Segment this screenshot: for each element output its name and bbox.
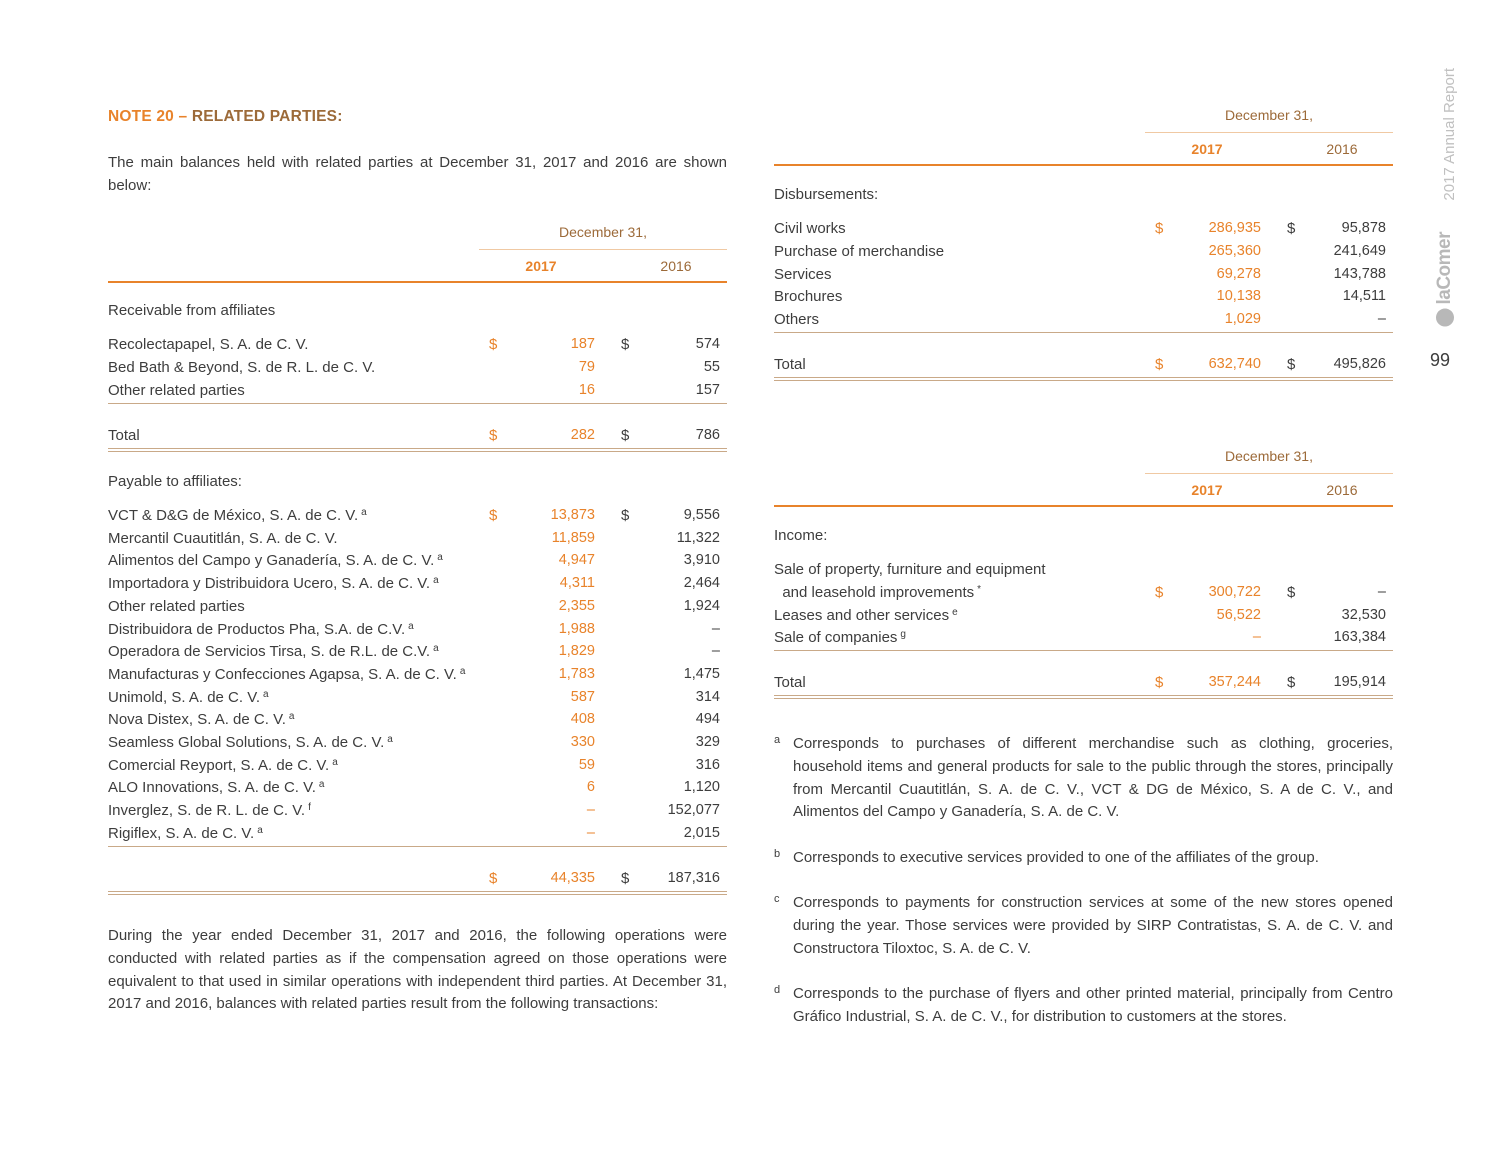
currency-2017: $ — [489, 507, 498, 524]
closing-paragraph: During the year ended December 31, 2017 and 2016, the following operations were conducted with related parties as if the compensation agreed on those operations were equivalent to that used in similar operations with independent third parties. At December 31, 2017 and 2016, balances with related parties result from the following transactions: — [108, 927, 727, 1013]
value-2017: 10,138 — [1216, 288, 1261, 305]
income-section-title: Income: — [774, 527, 828, 544]
row-label: Others — [774, 311, 820, 329]
value-2016: 152,077 — [667, 802, 720, 819]
footnote-ref: a — [263, 688, 269, 700]
value-2017: 13,873 — [550, 507, 595, 523]
value-2016: 1,924 — [683, 597, 720, 614]
table-row — [774, 288, 1393, 311]
footnote-mark: d — [774, 984, 781, 996]
table-row — [108, 711, 727, 734]
value-2016: 32,530 — [1341, 606, 1386, 623]
total-2017: 632,740 — [1208, 356, 1261, 372]
footnote-text: Corresponds to the purchase of flyers and other printed material, principally from Centro Gráfico Industrial, S. A. de C. V., for distribution to customers at the stores. — [793, 985, 1393, 1025]
logo-swirl-icon — [1436, 309, 1454, 327]
currency-2016: $ — [621, 336, 630, 353]
value-2016: 1,120 — [683, 779, 720, 796]
currency-2017: $ — [1155, 356, 1164, 373]
footnote-text: Corresponds to executive services provided to one of the affiliates of the group. — [793, 849, 1319, 866]
table-row — [108, 575, 727, 598]
year-2016-header: 2016 — [1326, 482, 1358, 498]
table-row — [108, 643, 727, 666]
row-label: Nova Distex, S. A. de C. V. $^a$ — [108, 711, 295, 729]
value-2017: 300,722 — [1208, 584, 1261, 600]
value-2016: 163,384 — [1333, 629, 1386, 646]
table-row — [108, 689, 727, 712]
value-2016: – — [711, 643, 720, 660]
row-label: Alimentos del Campo y Ganadería, S. A. de C. V. $^a$ — [108, 552, 443, 570]
row-label: Importadora y Distribuidora Ucero, S. A. de C. V. $^a$ — [108, 575, 439, 593]
currency-2016: $ — [1287, 584, 1296, 601]
period-header: December 31, — [1225, 448, 1313, 464]
receivable-total-row — [108, 427, 727, 450]
currency-2016: $ — [1287, 220, 1296, 237]
footnote-text: Corresponds to purchases of different merchandise such as clothing, groceries, household items and general products for sale to the public through the stores, principally from Mercantil Cuautitlán, S. A. de C. V., VCT & DG de México, S. A de C. V., and Alimentos del Campo y Ganadería, S. A. de C. V. — [793, 735, 1393, 821]
value-2017: 1,988 — [558, 620, 595, 637]
payable-total-double-rule — [108, 891, 727, 895]
row-label: Bed Bath & Beyond, S. de R. L. de C. V. — [108, 359, 376, 376]
footnote-a — [774, 733, 1393, 824]
row-label: Comercial Reyport, S. A. de C. V. $^a$ — [108, 756, 338, 774]
footnote-ref: f — [308, 802, 311, 814]
currency-2016: $ — [1287, 356, 1296, 373]
footnote-ref: g — [900, 629, 906, 641]
row-label: Other related parties — [108, 382, 245, 399]
table-row — [774, 243, 1393, 266]
value-2016: 241,649 — [1333, 242, 1386, 259]
value-2017: 187 — [570, 336, 595, 352]
footnote-b — [774, 847, 1393, 870]
value-2017: 1,829 — [558, 643, 595, 660]
footnote-ref: a — [318, 779, 325, 791]
value-2016: 11,322 — [676, 529, 720, 546]
currency-2017: $ — [489, 870, 498, 887]
table-row — [108, 757, 727, 780]
company-logo — [1434, 232, 1456, 327]
currency-2017: $ — [489, 427, 498, 444]
value-2016: 2,015 — [683, 824, 720, 841]
total-2016: 786 — [695, 427, 720, 443]
table-row — [108, 621, 727, 644]
footnote-ref: a — [387, 734, 393, 745]
intro-paragraph: The main balances held with related parties at December 31, 2017 and 2016 are shown below: — [108, 154, 727, 194]
value-2016: 14,511 — [1342, 288, 1386, 305]
total-2017: 282 — [570, 427, 595, 443]
row-label: Rigiflex, S. A. de C. V. $^a$ — [108, 824, 263, 842]
value-2017: – — [586, 802, 595, 819]
period-header: December 31, — [559, 224, 647, 240]
income-row-first-line: Sale of property, furniture and equipment — [774, 561, 1046, 578]
period-header: December 31, — [1225, 107, 1313, 123]
value-2017: 4,947 — [558, 552, 595, 569]
footnote-ref: a — [437, 552, 443, 564]
currency-2017: $ — [1155, 220, 1164, 237]
footnote-mark: a — [774, 734, 781, 746]
currency-2017: $ — [1155, 674, 1164, 691]
logo-text: laComer — [1434, 232, 1455, 305]
footnote-d — [774, 983, 1393, 1029]
value-2016: 55 — [703, 359, 720, 375]
year-2016-header: 2016 — [660, 258, 692, 274]
total-label: Total — [774, 356, 806, 373]
note-title — [108, 108, 343, 126]
footnote-ref: a — [459, 665, 466, 677]
table-row — [108, 734, 727, 757]
currency-2016: $ — [621, 870, 630, 887]
row-label: Purchase of merchandise — [774, 242, 945, 260]
value-2017: 1,029 — [1224, 311, 1261, 328]
value-2017: 79 — [578, 359, 595, 375]
receivable-subtotal-rule — [108, 403, 727, 404]
value-2017: 265,360 — [1208, 242, 1261, 259]
row-label: VCT & D&G de México, S. A. de C. V. $^a$ — [108, 507, 367, 524]
table-row — [108, 382, 727, 405]
footnote-ref: a — [332, 756, 338, 768]
table-row — [774, 584, 1393, 607]
footnote-text: Corresponds to payments for construction services at some of the new stores opened during the year. Those services were provided by SIRP Contratistas, S. A. de C. V. and Constructora Tiloxtoc, S. A. de C. V. — [793, 894, 1393, 957]
report-title: 2017 Annual Report — [1441, 68, 1458, 201]
value-2016: 494 — [695, 711, 720, 728]
row-label: Unimold, S. A. de C. V. $^a$ — [108, 688, 269, 706]
value-2017: 16 — [578, 382, 595, 398]
income-total-row — [774, 674, 1393, 697]
table-row — [774, 311, 1393, 334]
row-label: and leasehold improvements * — [774, 584, 982, 601]
year-2017-header: 2017 — [1191, 141, 1223, 157]
table-row — [108, 507, 727, 530]
total-label: Total — [108, 427, 140, 444]
disbursements-section-title: Disbursements: — [774, 186, 879, 203]
footnote-mark: c — [774, 893, 780, 905]
value-2017: 4,311 — [559, 575, 595, 592]
row-label: Inverglez, S. de R. L. de C. V. $^f$ — [108, 802, 311, 820]
table-row — [108, 666, 727, 689]
value-2016: – — [1377, 311, 1386, 328]
row-label: Mercantil Cuautitlán, S. A. de C. V. — [108, 529, 338, 547]
value-2017: 1,783 — [558, 665, 595, 682]
receivable-section-title: Receivable from affiliates — [108, 302, 276, 319]
disbursements-total-row — [774, 356, 1393, 379]
table-row — [108, 359, 727, 382]
value-2016: 2,464 — [683, 575, 720, 592]
total-2016: 195,914 — [1333, 674, 1386, 690]
value-2016: 316 — [695, 756, 720, 773]
total-2016: 187,316 — [667, 870, 720, 886]
footnote-ref: e — [952, 606, 958, 618]
value-2017: 408 — [570, 711, 595, 728]
value-2016: 1,475 — [683, 665, 720, 682]
receivable-total-double-rule — [108, 448, 727, 452]
table-row — [774, 220, 1393, 243]
footnote-ref: a — [433, 643, 439, 655]
value-2016: 329 — [695, 734, 720, 750]
value-2017: – — [586, 824, 595, 841]
income-subtotal-rule — [774, 650, 1393, 651]
row-label: Sale of companies $^g$ — [774, 629, 906, 647]
table-row — [108, 598, 727, 621]
value-2016: 143,788 — [1333, 265, 1386, 282]
value-2016: – — [711, 620, 720, 637]
value-2017: 286,935 — [1208, 220, 1261, 236]
period-header-rule — [1145, 132, 1393, 133]
row-label: Civil works — [774, 220, 846, 237]
footnote-ref: a — [408, 620, 414, 632]
row-label: Other related parties — [108, 597, 245, 615]
table-row — [108, 552, 727, 575]
disbursements-total-double-rule — [774, 377, 1393, 381]
row-label: ALO Innovations, S. A. de C. V. $^a$ — [108, 779, 325, 797]
value-2017: 587 — [570, 688, 595, 705]
income-total-double-rule — [774, 695, 1393, 699]
payable-subtotal-rule — [108, 846, 727, 847]
row-label: Leases and other services $^e$ — [774, 606, 958, 624]
row-label: Recolectapapel, S. A. de C. V. — [108, 336, 309, 353]
total-2016: 495,826 — [1333, 356, 1386, 372]
value-2017: 59 — [578, 756, 595, 773]
currency-2016: $ — [621, 507, 630, 524]
header-rule — [774, 505, 1393, 507]
value-2016: 574 — [695, 336, 720, 352]
page-number: 99 — [1430, 350, 1451, 370]
note-number: NOTE 20 – — [108, 108, 192, 125]
table-row — [108, 825, 727, 848]
table-row — [774, 266, 1393, 289]
payable-total-row — [108, 870, 727, 893]
row-label: Manufacturas y Confecciones Agapsa, S. A. de C. V. $^a$ — [108, 665, 466, 683]
row-label: Operadora de Servicios Tirsa, S. de R.L. de C.V. $^a$ — [108, 643, 439, 661]
footnote-ref: * — [977, 584, 982, 595]
table-row — [774, 629, 1393, 652]
row-label: Services — [774, 265, 832, 283]
value-2017: – — [1252, 629, 1261, 646]
currency-2017: $ — [1155, 584, 1164, 601]
year-2017-header: 2017 — [1191, 482, 1223, 498]
value-2016: 95,878 — [1341, 220, 1386, 236]
header-rule — [108, 281, 727, 283]
row-label: Seamless Global Solutions, S. A. de C. V. $^a$ — [108, 734, 393, 751]
footnote-mark: b — [774, 848, 781, 860]
disbursements-subtotal-rule — [774, 332, 1393, 333]
table-row — [108, 802, 727, 825]
value-2017: 11,859 — [551, 529, 595, 546]
footnote-ref: a — [257, 824, 263, 836]
footnote-c — [774, 892, 1393, 960]
value-2016: 3,910 — [683, 552, 720, 569]
header-rule — [774, 164, 1393, 166]
value-2016: 157 — [695, 382, 720, 398]
table-row — [108, 336, 727, 359]
year-2016-header: 2016 — [1326, 141, 1358, 157]
value-2016: – — [1377, 584, 1386, 600]
note-heading: RELATED PARTIES: — [191, 108, 343, 125]
row-label: Brochures — [774, 288, 843, 306]
value-2017: 6 — [586, 779, 595, 796]
total-label: Total — [774, 674, 806, 691]
period-header-rule — [1145, 473, 1393, 474]
value-2016: 9,556 — [683, 507, 720, 523]
currency-2016: $ — [1287, 674, 1296, 691]
year-2017-header: 2017 — [525, 258, 557, 274]
row-label: Distribuidora de Productos Pha, S.A. de C.V. $^a$ — [108, 620, 414, 638]
table-row — [108, 530, 727, 553]
footnote-ref: a — [433, 575, 439, 587]
value-2016: 314 — [695, 688, 720, 705]
period-header-rule — [479, 249, 727, 250]
value-2017: 69,278 — [1216, 265, 1261, 282]
value-2017: 330 — [570, 734, 595, 750]
currency-2016: $ — [621, 427, 630, 444]
table-row — [774, 607, 1393, 630]
total-2017: 357,244 — [1208, 674, 1261, 690]
value-2017: 56,522 — [1216, 606, 1261, 623]
table-row — [108, 779, 727, 802]
currency-2017: $ — [489, 336, 498, 353]
value-2017: 2,355 — [558, 597, 595, 614]
payable-section-title: Payable to affiliates: — [108, 473, 242, 490]
footnote-ref: a — [361, 507, 367, 518]
total-2017: 44,335 — [550, 870, 595, 886]
footnote-ref: a — [288, 711, 295, 723]
